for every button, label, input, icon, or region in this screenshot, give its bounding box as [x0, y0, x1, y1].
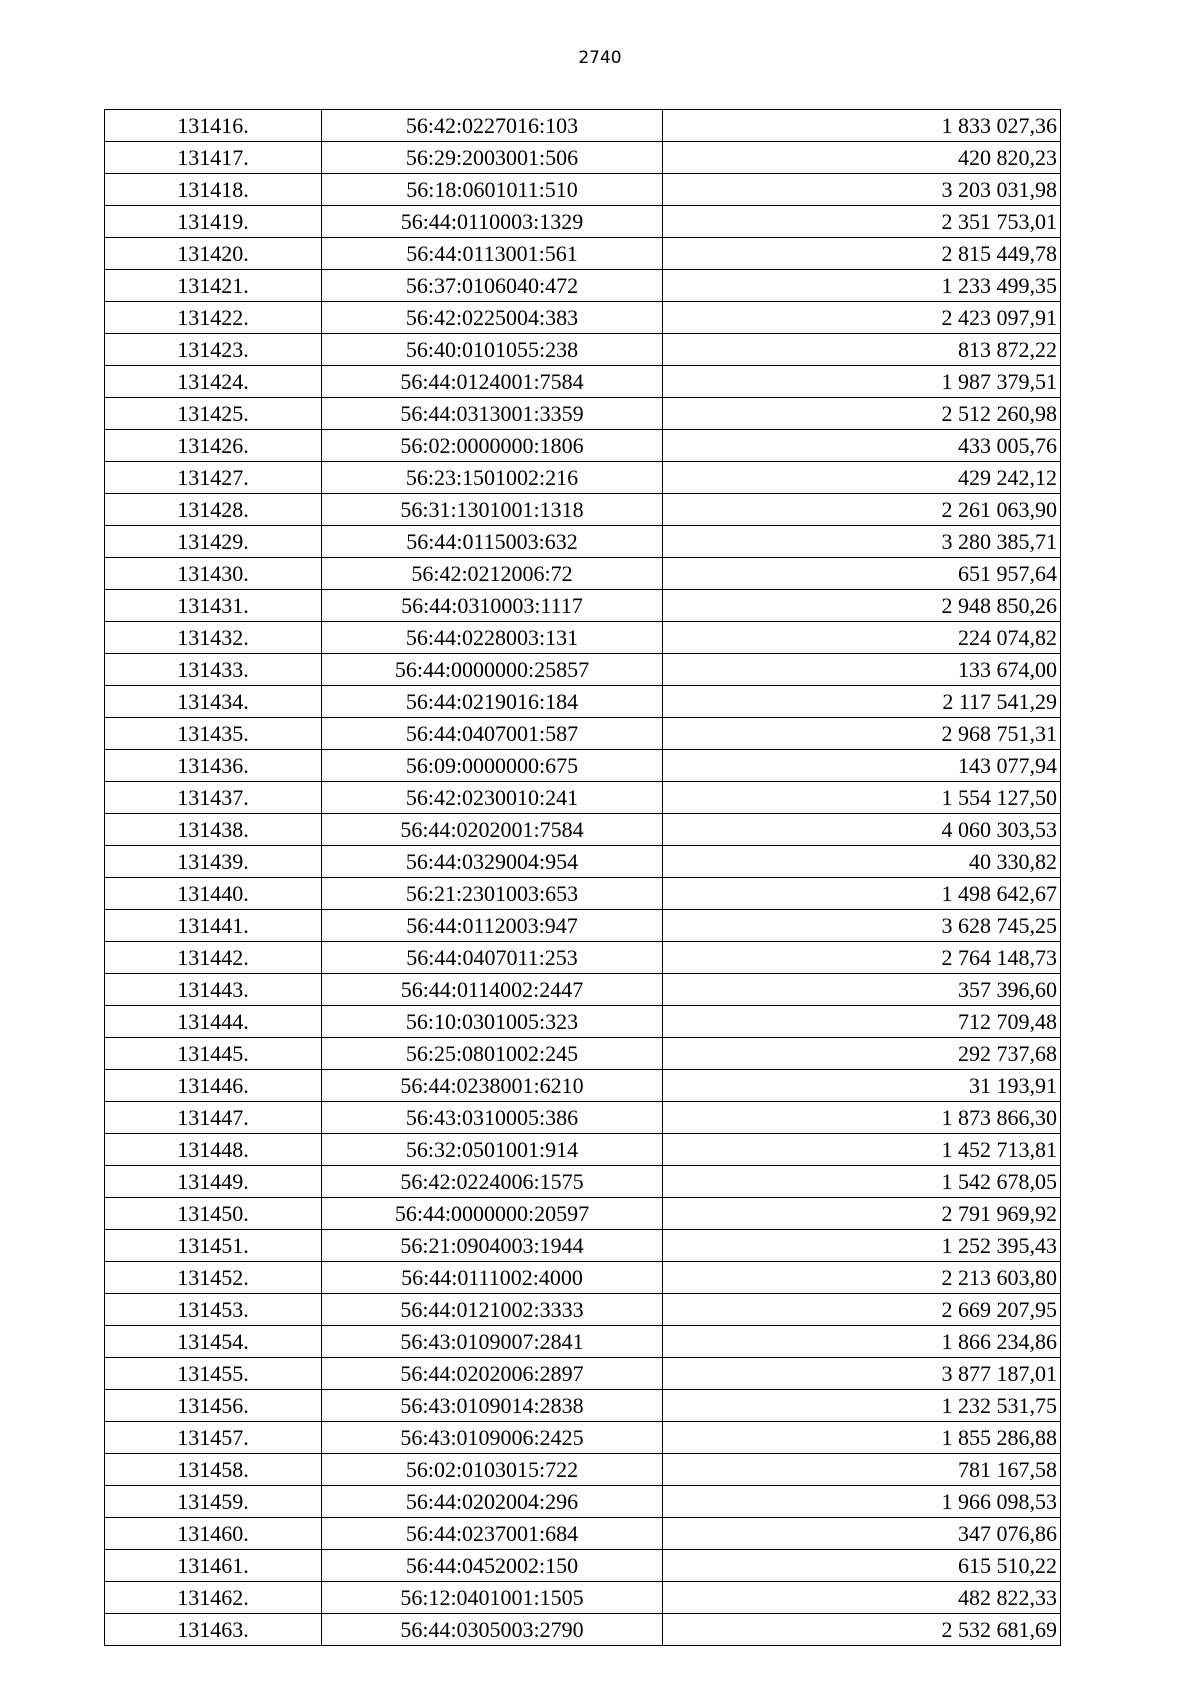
cadastral-number-cell: 56:42:0212006:72 — [322, 558, 663, 590]
table-row — [105, 238, 1061, 270]
cadastral-number-cell: 56:43:0109014:2838 — [322, 1390, 663, 1422]
cadastral-number-cell: 56:44:0228003:131 — [322, 622, 663, 654]
row-number-cell: 131416. — [105, 110, 322, 142]
row-number-cell: 131456. — [105, 1390, 322, 1422]
cadastral-number-cell: 56:42:0227016:103 — [322, 110, 663, 142]
cadastral-number-cell: 56:44:0219016:184 — [322, 686, 663, 718]
cadastral-number-cell: 56:44:0000000:20597 — [322, 1198, 663, 1230]
row-number-cell: 131455. — [105, 1358, 322, 1390]
row-number-cell: 131428. — [105, 494, 322, 526]
table-row — [105, 1326, 1061, 1358]
table-row — [105, 718, 1061, 750]
row-number-cell: 131421. — [105, 270, 322, 302]
value-cell: 2 948 850,26 — [663, 590, 1061, 622]
table-row — [105, 1102, 1061, 1134]
value-cell: 2 423 097,91 — [663, 302, 1061, 334]
table-row — [105, 1454, 1061, 1486]
row-number-cell: 131437. — [105, 782, 322, 814]
cadastral-number-cell: 56:44:0202001:7584 — [322, 814, 663, 846]
value-cell: 2 261 063,90 — [663, 494, 1061, 526]
table-row — [105, 302, 1061, 334]
cadastral-number-cell: 56:42:0230010:241 — [322, 782, 663, 814]
value-cell: 2 764 148,73 — [663, 942, 1061, 974]
table-row — [105, 1390, 1061, 1422]
cadastral-number-cell: 56:02:0103015:722 — [322, 1454, 663, 1486]
table-row — [105, 1582, 1061, 1614]
value-cell: 420 820,23 — [663, 142, 1061, 174]
value-cell: 651 957,64 — [663, 558, 1061, 590]
value-cell: 1 855 286,88 — [663, 1422, 1061, 1454]
value-cell: 2 815 449,78 — [663, 238, 1061, 270]
value-cell: 2 532 681,69 — [663, 1614, 1061, 1646]
cadastral-number-cell: 56:23:1501002:216 — [322, 462, 663, 494]
value-cell: 2 351 753,01 — [663, 206, 1061, 238]
value-cell: 1 966 098,53 — [663, 1486, 1061, 1518]
row-number-cell: 131463. — [105, 1614, 322, 1646]
row-number-cell: 131432. — [105, 622, 322, 654]
row-number-cell: 131450. — [105, 1198, 322, 1230]
table-row — [105, 590, 1061, 622]
table-row — [105, 174, 1061, 206]
table-row — [105, 814, 1061, 846]
cadastral-number-cell: 56:02:0000000:1806 — [322, 430, 663, 462]
table-row — [105, 878, 1061, 910]
row-number-cell: 131449. — [105, 1166, 322, 1198]
cadastral-number-cell: 56:21:2301003:653 — [322, 878, 663, 910]
value-cell: 40 330,82 — [663, 846, 1061, 878]
row-number-cell: 131441. — [105, 910, 322, 942]
table-row — [105, 1486, 1061, 1518]
value-cell: 1 987 379,51 — [663, 366, 1061, 398]
cadastral-number-cell: 56:12:0401001:1505 — [322, 1582, 663, 1614]
table-row — [105, 1038, 1061, 1070]
table-row — [105, 142, 1061, 174]
cadastral-number-cell: 56:31:1301001:1318 — [322, 494, 663, 526]
cadastral-number-cell: 56:44:0124001:7584 — [322, 366, 663, 398]
table-row — [105, 206, 1061, 238]
cadastral-number-cell: 56:44:0407011:253 — [322, 942, 663, 974]
value-cell: 357 396,60 — [663, 974, 1061, 1006]
cadastral-number-cell: 56:44:0238001:6210 — [322, 1070, 663, 1102]
table-row — [105, 1166, 1061, 1198]
table-row — [105, 974, 1061, 1006]
row-number-cell: 131424. — [105, 366, 322, 398]
table-row — [105, 558, 1061, 590]
row-number-cell: 131429. — [105, 526, 322, 558]
cadastral-number-cell: 56:37:0106040:472 — [322, 270, 663, 302]
table-row — [105, 430, 1061, 462]
cadastral-number-cell: 56:44:0329004:954 — [322, 846, 663, 878]
registry-table-body — [105, 110, 1061, 1646]
cadastral-number-cell: 56:44:0407001:587 — [322, 718, 663, 750]
row-number-cell: 131433. — [105, 654, 322, 686]
value-cell: 292 737,68 — [663, 1038, 1061, 1070]
value-cell: 224 074,82 — [663, 622, 1061, 654]
value-cell: 433 005,76 — [663, 430, 1061, 462]
table-row — [105, 1422, 1061, 1454]
value-cell: 1 833 027,36 — [663, 110, 1061, 142]
table-row — [105, 654, 1061, 686]
cadastral-number-cell: 56:44:0305003:2790 — [322, 1614, 663, 1646]
row-number-cell: 131439. — [105, 846, 322, 878]
value-cell: 1 252 395,43 — [663, 1230, 1061, 1262]
row-number-cell: 131440. — [105, 878, 322, 910]
value-cell: 143 077,94 — [663, 750, 1061, 782]
table-row — [105, 910, 1061, 942]
row-number-cell: 131452. — [105, 1262, 322, 1294]
page-number: 2740 — [578, 48, 622, 68]
row-number-cell: 131454. — [105, 1326, 322, 1358]
row-number-cell: 131430. — [105, 558, 322, 590]
value-cell: 1 554 127,50 — [663, 782, 1061, 814]
table-row — [105, 846, 1061, 878]
value-cell: 1 866 234,86 — [663, 1326, 1061, 1358]
table-row — [105, 942, 1061, 974]
table-row — [105, 1614, 1061, 1646]
value-cell: 4 060 303,53 — [663, 814, 1061, 846]
value-cell: 2 117 541,29 — [663, 686, 1061, 718]
row-number-cell: 131418. — [105, 174, 322, 206]
row-number-cell: 131434. — [105, 686, 322, 718]
value-cell: 482 822,33 — [663, 1582, 1061, 1614]
table-row — [105, 1198, 1061, 1230]
table-row — [105, 750, 1061, 782]
row-number-cell: 131447. — [105, 1102, 322, 1134]
row-number-cell: 131461. — [105, 1550, 322, 1582]
value-cell: 3 628 745,25 — [663, 910, 1061, 942]
row-number-cell: 131460. — [105, 1518, 322, 1550]
cadastral-number-cell: 56:44:0110003:1329 — [322, 206, 663, 238]
value-cell: 2 669 207,95 — [663, 1294, 1061, 1326]
value-cell: 2 791 969,92 — [663, 1198, 1061, 1230]
table-row — [105, 110, 1061, 142]
row-number-cell: 131420. — [105, 238, 322, 270]
table-row — [105, 1230, 1061, 1262]
value-cell: 3 203 031,98 — [663, 174, 1061, 206]
cadastral-number-cell: 56:42:0225004:383 — [322, 302, 663, 334]
value-cell: 1 232 531,75 — [663, 1390, 1061, 1422]
table-row — [105, 334, 1061, 366]
cadastral-number-cell: 56:44:0111002:4000 — [322, 1262, 663, 1294]
table-row — [105, 1134, 1061, 1166]
value-cell: 31 193,91 — [663, 1070, 1061, 1102]
value-cell: 1 233 499,35 — [663, 270, 1061, 302]
table-row — [105, 494, 1061, 526]
cadastral-number-cell: 56:44:0202004:296 — [322, 1486, 663, 1518]
table-row — [105, 782, 1061, 814]
cadastral-number-cell: 56:44:0114002:2447 — [322, 974, 663, 1006]
cadastral-number-cell: 56:43:0310005:386 — [322, 1102, 663, 1134]
cadastral-number-cell: 56:18:0601011:510 — [322, 174, 663, 206]
row-number-cell: 131451. — [105, 1230, 322, 1262]
value-cell: 1 542 678,05 — [663, 1166, 1061, 1198]
cadastral-number-cell: 56:43:0109006:2425 — [322, 1422, 663, 1454]
table-row — [105, 1550, 1061, 1582]
table-row — [105, 1518, 1061, 1550]
cadastral-number-cell: 56:44:0000000:25857 — [322, 654, 663, 686]
cadastral-number-cell: 56:44:0202006:2897 — [322, 1358, 663, 1390]
value-cell: 813 872,22 — [663, 334, 1061, 366]
table-row — [105, 366, 1061, 398]
row-number-cell: 131453. — [105, 1294, 322, 1326]
cadastral-number-cell: 56:32:0501001:914 — [322, 1134, 663, 1166]
row-number-cell: 131458. — [105, 1454, 322, 1486]
table-row — [105, 1070, 1061, 1102]
table-row — [105, 1294, 1061, 1326]
cadastral-number-cell: 56:44:0237001:684 — [322, 1518, 663, 1550]
table-row — [105, 398, 1061, 430]
row-number-cell: 131431. — [105, 590, 322, 622]
row-number-cell: 131444. — [105, 1006, 322, 1038]
value-cell: 3 280 385,71 — [663, 526, 1061, 558]
cadastral-number-cell: 56:44:0115003:632 — [322, 526, 663, 558]
cadastral-number-cell: 56:21:0904003:1944 — [322, 1230, 663, 1262]
row-number-cell: 131459. — [105, 1486, 322, 1518]
value-cell: 2 512 260,98 — [663, 398, 1061, 430]
row-number-cell: 131443. — [105, 974, 322, 1006]
value-cell: 3 877 187,01 — [663, 1358, 1061, 1390]
value-cell: 429 242,12 — [663, 462, 1061, 494]
row-number-cell: 131417. — [105, 142, 322, 174]
cadastral-number-cell: 56:44:0310003:1117 — [322, 590, 663, 622]
table-row — [105, 686, 1061, 718]
table-row — [105, 270, 1061, 302]
row-number-cell: 131457. — [105, 1422, 322, 1454]
row-number-cell: 131426. — [105, 430, 322, 462]
row-number-cell: 131435. — [105, 718, 322, 750]
row-number-cell: 131423. — [105, 334, 322, 366]
cadastral-number-cell: 56:44:0452002:150 — [322, 1550, 663, 1582]
value-cell: 1 873 866,30 — [663, 1102, 1061, 1134]
row-number-cell: 131425. — [105, 398, 322, 430]
table-row — [105, 1358, 1061, 1390]
value-cell: 133 674,00 — [663, 654, 1061, 686]
row-number-cell: 131442. — [105, 942, 322, 974]
table-row — [105, 462, 1061, 494]
table-row — [105, 526, 1061, 558]
row-number-cell: 131422. — [105, 302, 322, 334]
cadastral-number-cell: 56:44:0121002:3333 — [322, 1294, 663, 1326]
cadastral-number-cell: 56:44:0113001:561 — [322, 238, 663, 270]
row-number-cell: 131438. — [105, 814, 322, 846]
row-number-cell: 131436. — [105, 750, 322, 782]
value-cell: 712 709,48 — [663, 1006, 1061, 1038]
value-cell: 347 076,86 — [663, 1518, 1061, 1550]
row-number-cell: 131427. — [105, 462, 322, 494]
row-number-cell: 131445. — [105, 1038, 322, 1070]
value-cell: 1 498 642,67 — [663, 878, 1061, 910]
cadastral-number-cell: 56:10:0301005:323 — [322, 1006, 663, 1038]
table-row — [105, 1006, 1061, 1038]
cadastral-number-cell: 56:44:0112003:947 — [322, 910, 663, 942]
row-number-cell: 131448. — [105, 1134, 322, 1166]
value-cell: 615 510,22 — [663, 1550, 1061, 1582]
value-cell: 2 968 751,31 — [663, 718, 1061, 750]
cadastral-number-cell: 56:44:0313001:3359 — [322, 398, 663, 430]
cadastral-number-cell: 56:25:0801002:245 — [322, 1038, 663, 1070]
value-cell: 781 167,58 — [663, 1454, 1061, 1486]
table-row — [105, 622, 1061, 654]
row-number-cell: 131446. — [105, 1070, 322, 1102]
registry-table — [104, 109, 1061, 1646]
value-cell: 2 213 603,80 — [663, 1262, 1061, 1294]
cadastral-number-cell: 56:43:0109007:2841 — [322, 1326, 663, 1358]
row-number-cell: 131419. — [105, 206, 322, 238]
cadastral-number-cell: 56:09:0000000:675 — [322, 750, 663, 782]
cadastral-number-cell: 56:40:0101055:238 — [322, 334, 663, 366]
row-number-cell: 131462. — [105, 1582, 322, 1614]
cadastral-number-cell: 56:29:2003001:506 — [322, 142, 663, 174]
cadastral-number-cell: 56:42:0224006:1575 — [322, 1166, 663, 1198]
value-cell: 1 452 713,81 — [663, 1134, 1061, 1166]
table-row — [105, 1262, 1061, 1294]
